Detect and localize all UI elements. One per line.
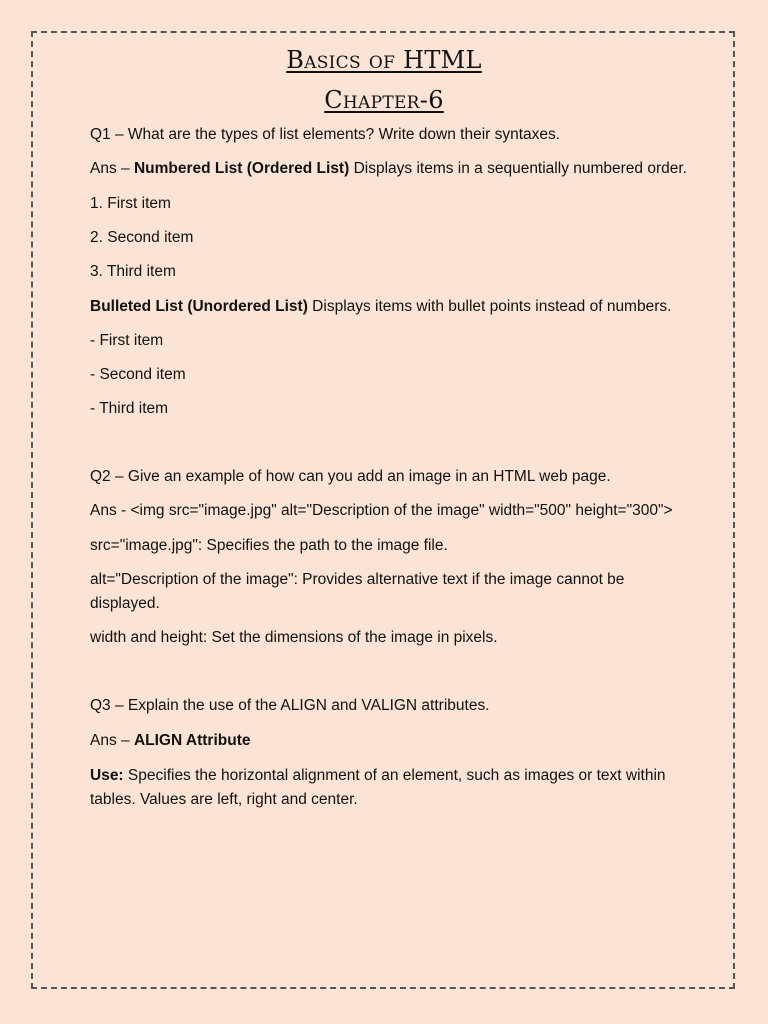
q2-size-note: width and height: Set the dimensions of the image in pixels. xyxy=(90,629,498,646)
q1-question: Q1 – What are the types of list elements? Write down their syntaxes. xyxy=(90,126,561,143)
q2-alt-note: alt="Description of the image": Provides alternative text if the image cannot be displayed. xyxy=(90,571,625,612)
chapter-title: Chapter-6 xyxy=(324,86,444,114)
ordered-item: 3. Third item xyxy=(90,263,176,280)
ordered-item: 1. First item xyxy=(90,195,171,212)
unordered-list-description: Displays items with bullet points instead of numbers. xyxy=(307,298,672,315)
ordered-item: 2. Second item xyxy=(90,229,194,246)
unordered-item: - First item xyxy=(90,332,164,349)
unordered-item: - Third item xyxy=(90,400,169,417)
unordered-list-heading: Bulleted List (Unordered List) xyxy=(90,298,308,315)
q3-question: Q3 – Explain the use of the ALIGN and VALIGN attributes. xyxy=(90,697,490,714)
q2-src-note: src="image.jpg": Specifies the path to the image file. xyxy=(90,537,448,554)
align-attribute-heading: ALIGN Attribute xyxy=(133,732,251,749)
q3-use xyxy=(90,764,700,812)
ordered-list-heading: Numbered List (Ordered List) xyxy=(133,160,350,177)
q2-question: Q2 – Give an example of how can you add an image in an HTML web page. xyxy=(90,468,611,485)
use-text: Specifies the horizontal alignment of an element, such as images or text within tables. Values are left, right and center. xyxy=(90,767,666,808)
q3-answer xyxy=(90,729,710,753)
unordered-item: - Second item xyxy=(90,366,186,383)
q1-answer-ordered xyxy=(90,157,710,181)
use-label: Use: xyxy=(90,767,124,784)
q1-ans-prefix: Ans – xyxy=(90,160,134,177)
q1-answer-unordered xyxy=(90,295,710,319)
q3-ans-prefix: Ans – xyxy=(90,732,134,749)
q2-answer: Ans - <img src="image.jpg" alt="Description of the image" width="500" height="300"> xyxy=(90,502,673,519)
document-title: Basics of HTML xyxy=(286,46,482,74)
ordered-list-description: Displays items in a sequentially numbered order. xyxy=(349,160,687,177)
